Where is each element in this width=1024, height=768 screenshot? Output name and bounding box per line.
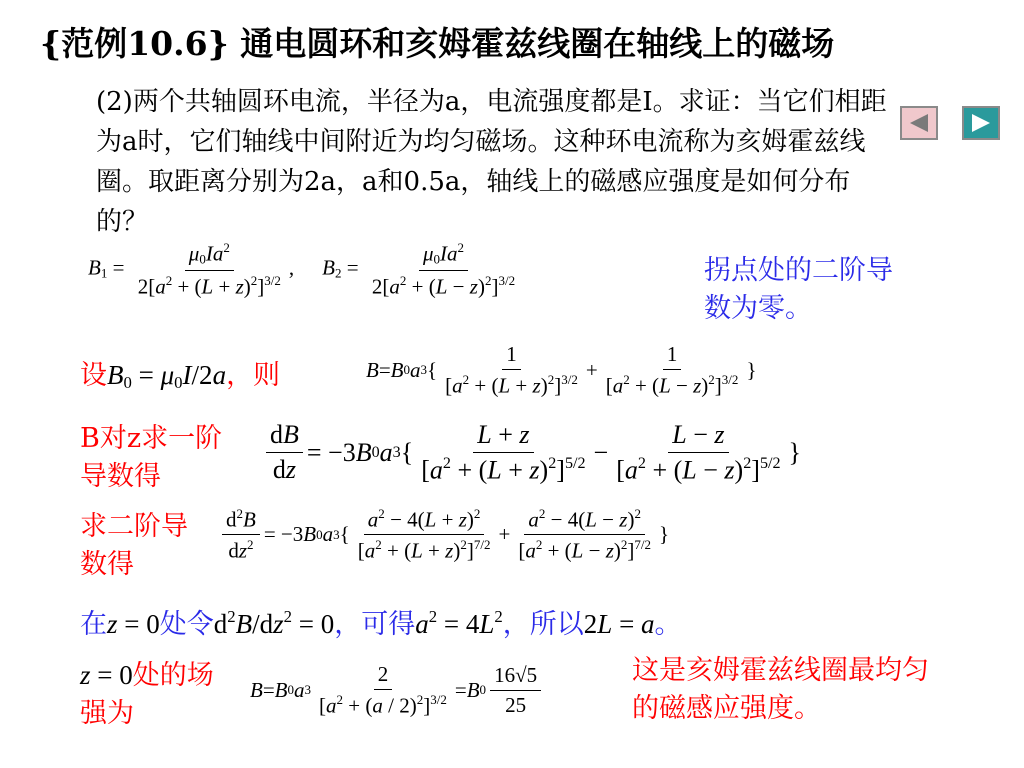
page-title: {范例10.6} 通电圆环和亥姆霍兹线圈在轴线上的磁场 xyxy=(40,24,835,63)
note-condition: 在z = 0处令$d^2B/dz^2 = 0$，可得$a^2 = 4L^2$，所以2L = a。 xyxy=(80,607,682,640)
equation-second-derivative: $\frac{d^2B}{dz^2}$ = −3 B 0 a 3 { $\frac{a^2 - 4(L + z)^2}{[a^2 + (L + z)^2]^{7/2}}$ + $\frac{a^2 - 4(L - z)^2}{[a^2 + (L - z)^2]^{7/2}}$ } xyxy=(218,506,669,564)
equation-first-derivative: $\frac{dB}{dz}$ = −3 B 0 a 3 { $\frac{L + z}{[a^2 + (L + z)^2]^{5/2}}$ − $\frac{L - z}{[a^2 + (L - z)^2]^{5/2}}$ } xyxy=(262,420,801,485)
next-slide-button[interactable] xyxy=(962,106,1000,140)
triangle-left-icon xyxy=(908,113,930,133)
note-first-derivative: B对z求一阶导数得 xyxy=(80,423,223,492)
equation-b1-b2 xyxy=(88,240,523,299)
note-uniform: 这是亥姆霍兹线圈最均匀的磁感应强度。 xyxy=(632,655,929,724)
problem-text: (2)两个共轴圆环电流，半径为a，电流强度都是I。求证：当它们相距为a时，它们轴线中间附近为均匀磁场。这种环电流称为亥姆霍兹线圈。取距离分别为2a，a和0.5a，轴线上的磁感应强度是如何分布的？ xyxy=(96,87,887,237)
triangle-right-icon xyxy=(970,113,992,133)
equation-b1: $B_1$ = $\frac{\mu_0Ia^2}{2[a^2 + (L + z)^2]^{3/2}}$ , xyxy=(88,240,295,299)
note-second-derivative: 求二阶导数得 xyxy=(80,511,188,580)
equation-b-total: B = B 0 a 3 { $\frac{1}{[a^2 + (L + z)^2]^{3/2}}$ + $\frac{1}{[a^2 + (L - z)^2]^{3/2}}$ } xyxy=(366,342,757,398)
prev-slide-button[interactable] xyxy=(900,106,938,140)
note-set-b0: 设$B_0 = \mu_0I/2a$，则 xyxy=(80,360,281,393)
equation-b2: $B_2$ = $\frac{\mu_0Ia^2}{2[a^2 + (L - z)^2]^{3/2}}$ xyxy=(322,240,516,299)
note-center-field: z = 0处的场强为 xyxy=(80,660,214,729)
note-inflection: 拐点处的二阶导数为零。 xyxy=(704,255,893,324)
equation-center-field: B = B 0 a 3 $\frac{2}{[a^2 + (a / 2)^2]^{3/2}}$ = B 0 $\frac{16√5}{25}$ xyxy=(250,662,545,718)
